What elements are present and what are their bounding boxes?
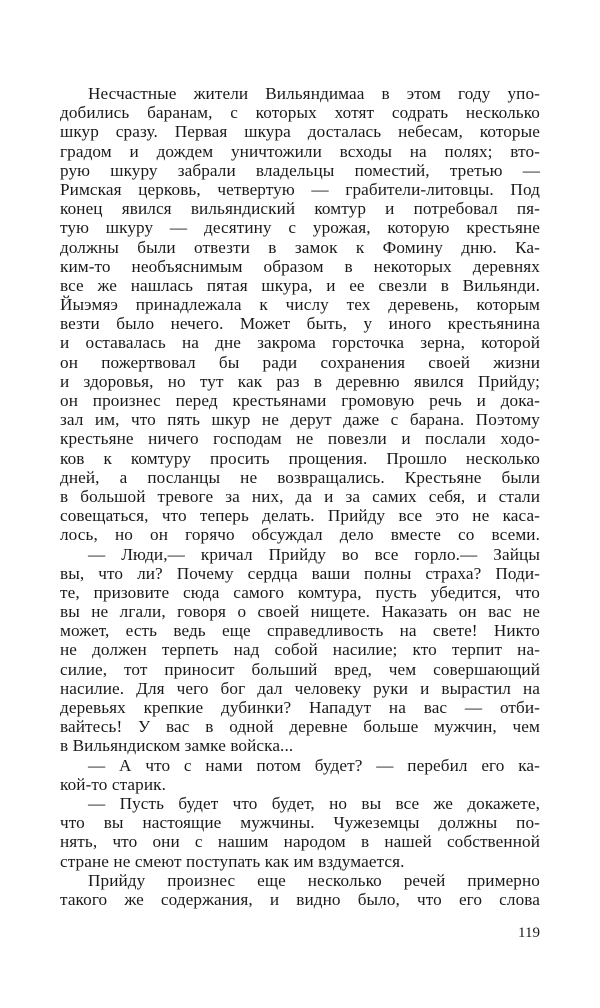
text-line: вайтесь! У вас в одной деревне больше мужчин, чем	[60, 717, 540, 737]
text-line: везти было нечего. Может быть, у иного крестьянина	[60, 314, 540, 334]
text-line: может, есть ведь еще справедливость на свете! Никто	[60, 621, 540, 641]
text-line: в большой тревоге за них, да и за самих себя, и стали	[60, 486, 540, 506]
text-line: должны были отвезти в замок к Фомину дню. Ка-	[60, 237, 540, 257]
text-line: тую шкуру — десятину с урожая, которую крестьяне	[60, 218, 540, 238]
text-line: совещаться, что теперь делать. Прийду все это не каса-	[60, 506, 540, 526]
text-line: те, призовите сюда самого комтура, пусть убедится, что	[60, 582, 540, 602]
text-line: насилие. Для чего бог дал человеку руки и вырастил на	[60, 678, 540, 698]
text-line: шкур сразу. Первая шкура досталась небесам, которые	[60, 122, 540, 142]
text-line: не должен терпеть над собой насилие; кто терпит на-	[60, 640, 540, 660]
text-line: что вы настоящие мужчины. Чужеземцы должны по-	[60, 813, 540, 833]
text-line: стране не смеют поступать как им вздумается.	[60, 851, 405, 871]
text-line: градом и дождем уничтожили всходы на полях; вто-	[60, 141, 540, 161]
text-line: рую шкуру забрали владельцы поместий, третью —	[60, 160, 540, 180]
text-line: вы, что ли? Почему сердца ваши полны страха? Поди-	[60, 563, 540, 583]
text-line: Несчастные жители Вильяндимаа в этом году упо-	[88, 84, 540, 103]
text-line: и оставалась на дне закрома горсточка зерна, которой	[60, 333, 540, 353]
text-line: кой-то старик.	[60, 774, 166, 794]
text-line: он пожертвовал бы ради сохранения своей жизни	[60, 352, 540, 372]
page-number: 119	[518, 925, 540, 941]
text-line: он произнес перед крестьянами громовую речь и дока-	[60, 391, 540, 410]
text-line: — А что с нами потом будет? — перебил его ка-	[88, 755, 540, 775]
text-line: добились баранам, с которых хотят содрать несколько	[60, 103, 540, 123]
body-text	[60, 84, 540, 909]
text-line: силие, тот приносит больший вред, чем совершающий	[60, 659, 540, 679]
text-line: вы не лгали, говоря о своей нищете. Наказать он вас не	[60, 602, 540, 622]
text-line: лось, но он горячо обсуждал дело вместе со всеми.	[60, 525, 540, 545]
text-line: в Вильяндиском замке войска...	[60, 736, 294, 756]
text-line: зал им, что пять шкур не дерут даже с барана. Поэтому	[60, 410, 540, 430]
text-line: дней, а посланцы не возвращались. Крестьяне были	[60, 467, 540, 487]
text-line: — Люди,— кричал Прийду во все горло.— Зайцы	[88, 544, 540, 564]
text-line: ков к комтуру просить прощения. Прошло несколько	[60, 448, 540, 468]
text-line: нять, что они с нашим народом в нашей собственной	[60, 832, 540, 852]
text-line: Римская церковь, четвертую — грабители-литовцы. Под	[60, 179, 540, 199]
text-line: деревьях крепкие дубинки? Нападут на вас — отби-	[60, 698, 540, 717]
text-line: Прийду произнес еще несколько речей примерно	[88, 870, 540, 890]
text-line: — Пусть будет что будет, но вы все же докажете,	[88, 793, 540, 813]
text-line: и здоровья, но тут как раз в деревню явился Прийду;	[60, 371, 540, 391]
text-line: Йыэмяэ принадлежала к числу тех деревень, которым	[60, 295, 540, 315]
text-line: конец явился вильяндиский комтур и потребовал пя-	[60, 199, 540, 219]
text-line: ким-то необъяснимым образом в некоторых деревнях	[60, 256, 540, 276]
text-line: такого же содержания, и видно было, что его слова	[60, 889, 540, 909]
text-line: крестьяне ничего господам не повезли и послали ходо-	[60, 429, 540, 449]
text-line: все же нашлась пятая шкура, и ее свезли в Вильянди.	[60, 275, 540, 295]
